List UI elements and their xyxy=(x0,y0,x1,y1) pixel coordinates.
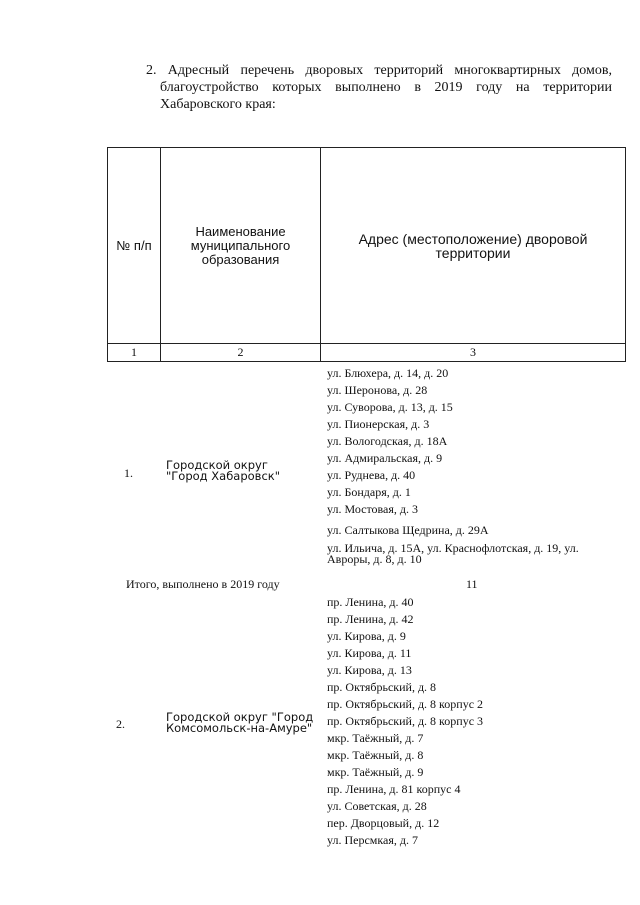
group-2-name-line-1: Городской округ "Город xyxy=(166,710,314,724)
address-item: ул. Кирова, д. 9 xyxy=(327,629,406,643)
address-item: ул. Руднева, д. 40 xyxy=(327,468,416,482)
address-item: пер. Дворцовый, д. 12 xyxy=(327,816,440,830)
heading-line-3: Хабаровского края: xyxy=(160,97,276,112)
address-item: ул. Кирова, д. 13 xyxy=(327,663,412,677)
address-item: пр. Ленина, д. 40 xyxy=(327,595,414,609)
address-item: ул. Бондаря, д. 1 xyxy=(327,485,411,499)
header-num-cell xyxy=(107,147,161,344)
column-number-3: 3 xyxy=(470,345,476,359)
column-number-cell xyxy=(160,343,321,362)
address-item: пр. Октябрьский, д. 8 корпус 2 xyxy=(327,697,484,711)
address-item: мкр. Таёжный, д. 7 xyxy=(327,731,424,745)
header-address: Адрес (местоположение) дворовой территории xyxy=(358,230,588,261)
address-item: мкр. Таёжный, д. 9 xyxy=(327,765,424,779)
address-item: ул. Вологодская, д. 18А xyxy=(327,434,448,448)
address-item: ул. Кирова, д. 11 xyxy=(327,646,412,660)
header-num: № п/п xyxy=(116,237,152,253)
address-item: ул. Блюхера, д. 14, д. 20 xyxy=(327,366,449,380)
address-item: ул. Мостовая, д. 3 xyxy=(327,502,419,516)
address-item: ул. Ильича, д. 15А, ул. Краснофлотская, д. 19, ул. Авроры, д. 8, д. 10 xyxy=(327,541,579,566)
group-1-total-value: 11 xyxy=(466,577,478,591)
address-item: ул. Советская, д. 28 xyxy=(327,799,427,813)
column-number-1: 1 xyxy=(131,345,137,359)
address-item: пр. Ленина, д. 81 корпус 4 xyxy=(327,782,461,796)
heading-line-2: благоустройство которых выполнено в 2019 году на территории xyxy=(160,80,612,95)
group-1-name-line-1: Городской округ xyxy=(166,458,268,472)
group-2-name-line-2: Комсомольск-на-Амуре" xyxy=(166,721,313,735)
column-number-cell xyxy=(107,343,161,362)
group-1-address-list xyxy=(327,365,617,566)
address-item: ул. Пионерская, д. 3 xyxy=(327,417,430,431)
column-number-2: 2 xyxy=(237,345,244,359)
address-item: ул. Персмкая, д. 7 xyxy=(327,833,418,847)
group-2-municipality xyxy=(166,712,313,734)
table-header xyxy=(107,147,626,362)
group-1-number: 1. xyxy=(124,466,133,480)
header-municipality: Наименование муниципального образования xyxy=(190,223,291,267)
address-item: ул. Салтыкова Щедрина, д. 29А xyxy=(327,523,489,537)
group-2-number: 2. xyxy=(116,717,125,731)
header-address-cell xyxy=(320,147,626,344)
address-item: ул. Шеронова, д. 28 xyxy=(327,383,428,397)
address-item: пр. Октябрьский, д. 8 корпус 3 xyxy=(327,714,484,728)
heading-line-1: 2. Адресный перечень дворовых территорий многоквартирных домов, xyxy=(146,63,612,78)
address-item: пр. Октябрьский, д. 8 xyxy=(327,680,437,694)
address-item: пр. Ленина, д. 42 xyxy=(327,612,414,626)
column-number-cell xyxy=(320,343,626,362)
group-2-address-list xyxy=(327,594,483,849)
section-heading xyxy=(146,62,612,113)
group-1-municipality xyxy=(166,460,280,482)
address-item: ул. Адмиральская, д. 9 xyxy=(327,451,443,465)
header-municipality-cell xyxy=(160,147,321,344)
group-1-total-label: Итого, выполнено в 2019 году xyxy=(126,577,280,591)
address-item: ул. Суворова, д. 13, д. 15 xyxy=(327,400,453,414)
address-item: мкр. Таёжный, д. 8 xyxy=(327,748,424,762)
group-1-name-line-2: "Город Хабаровск" xyxy=(166,469,281,483)
